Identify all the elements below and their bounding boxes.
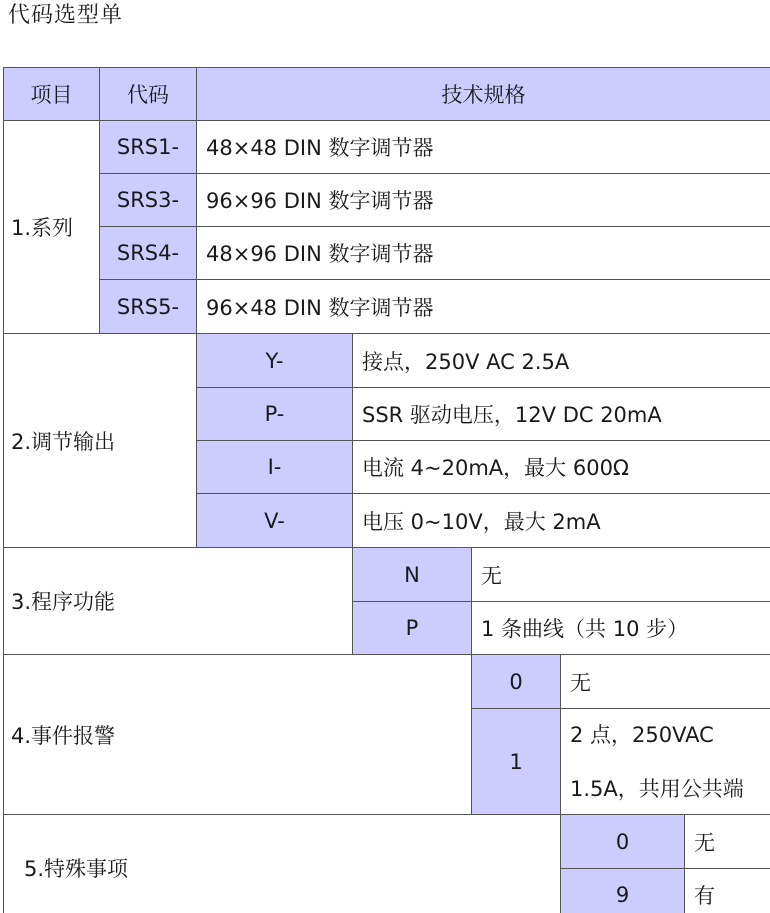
code-cell: 0 [561, 815, 685, 869]
header-spec: 技术规格 [197, 67, 770, 121]
section-label-program: 3.程序功能 [3, 548, 353, 655]
code-cell: I- [197, 441, 353, 494]
spec-cell: 无 [472, 548, 770, 602]
code-cell: Y- [197, 334, 353, 388]
code-cell: 1 [472, 709, 561, 815]
spec-line: 2 点，250VAC [570, 722, 714, 747]
code-cell: 9 [561, 869, 685, 913]
spec-cell: 96×96 DIN 数字调节器 [197, 174, 770, 227]
spec-cell: 电压 0~10V，最大 2mA [353, 494, 770, 548]
code-cell: P [353, 602, 472, 655]
code-cell: V- [197, 494, 353, 548]
spec-cell: SSR 驱动电压，12V DC 20mA [353, 388, 770, 441]
document-title: 代码选型单 [8, 3, 124, 28]
spec-cell: 接点，250V AC 2.5A [353, 334, 770, 388]
spec-cell: 1 条曲线（共 10 步） [472, 602, 770, 655]
section-label-series: 1.系列 [3, 121, 100, 334]
code-cell: SRS4- [100, 227, 197, 280]
code-cell: SRS5- [100, 280, 197, 334]
spec-cell: 48×48 DIN 数字调节器 [197, 121, 770, 174]
header-item: 项目 [3, 67, 100, 121]
spec-cell: 电流 4~20mA，最大 600Ω [353, 441, 770, 494]
spec-cell: 48×96 DIN 数字调节器 [197, 227, 770, 280]
code-cell: P- [197, 388, 353, 441]
spec-cell: 无 [561, 655, 770, 709]
spec-cell: 96×48 DIN 数字调节器 [197, 280, 770, 334]
code-cell: 0 [472, 655, 561, 709]
spec-cell: 有 [685, 869, 770, 913]
code-selection-table [3, 67, 770, 913]
code-cell: SRS3- [100, 174, 197, 227]
section-label-alarm: 4.事件报警 [3, 655, 472, 815]
spec-cell: 无 [685, 815, 770, 869]
section-label-special: 5.特殊事项 [3, 815, 561, 913]
code-cell: N [353, 548, 472, 602]
header-code: 代码 [100, 67, 197, 121]
section-label-output: 2.调节输出 [3, 334, 197, 548]
code-cell: SRS1- [100, 121, 197, 174]
spec-cell [561, 709, 770, 815]
spec-line: 1.5A，共用公共端 [570, 776, 744, 801]
